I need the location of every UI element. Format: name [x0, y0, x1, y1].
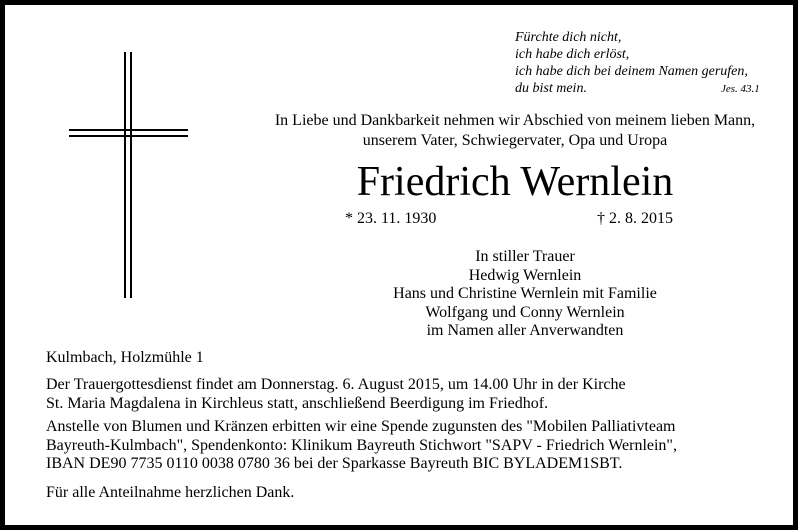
mourner-line: Hedwig Wernlein	[468, 266, 582, 284]
verse-line: Fürchte dich nicht,	[515, 30, 622, 45]
verse-line: du bist mein.	[515, 81, 587, 96]
farewell-intro	[245, 111, 785, 151]
birth-date: * 23. 11. 1930	[345, 210, 437, 227]
donation-line: Bayreuth-Kulmbach", Spendenkonto: Klinikum Bayreuth Stichwort "SAPV - Friedrich Wernlein",	[46, 436, 677, 454]
service-line: St. Maria Magdalena in Kirchleus statt, anschließend Beerdigung im Friedhof.	[46, 394, 549, 412]
verse-reference: Jes. 43.1	[721, 83, 760, 95]
mourner-line: Wolfgang und Conny Wernlein	[425, 303, 625, 321]
intro-line: In Liebe und Dankbarkeit nehmen wir Abschied von meinem lieben Mann,	[274, 112, 756, 129]
bible-verse	[515, 29, 765, 97]
verse-line: ich habe dich bei deinem Namen gerufen,	[515, 64, 748, 79]
verse-line: ich habe dich erlöst,	[515, 47, 630, 62]
service-line: Der Trauergottesdienst findet am Donnerstag. 6. August 2015, um 14.00 Uhr in der Kirche	[46, 376, 626, 393]
death-date: † 2. 8. 2015	[597, 210, 673, 227]
deceased-name: Friedrich Wernlein	[356, 159, 674, 205]
service-info	[46, 376, 776, 413]
mourner-line: In stiller Trauer	[475, 248, 575, 265]
intro-line: unserem Vater, Schwiegervater, Opa und Uropa	[362, 132, 668, 149]
donation-line: Anstelle von Blumen und Kränzen erbitten wir eine Spende zugunsten des "Mobilen Palliativteam	[46, 418, 676, 435]
address: Kulmbach, Holzmühle 1	[46, 349, 204, 366]
mourners-list	[305, 248, 745, 341]
thanks-note: Für alle Anteilnahme herzlichen Dank.	[46, 484, 295, 501]
donation-line: IBAN DE90 7735 0110 0038 0780 36 bei der Sparkasse Bayreuth BIC BYLADEM1SBT.	[46, 455, 623, 472]
mourner-line: Hans und Christine Wernlein mit Familie	[393, 285, 657, 302]
donation-info	[46, 418, 786, 474]
mourner-line: im Namen aller Anverwandten	[426, 322, 624, 339]
cross-icon	[5, 5, 245, 305]
